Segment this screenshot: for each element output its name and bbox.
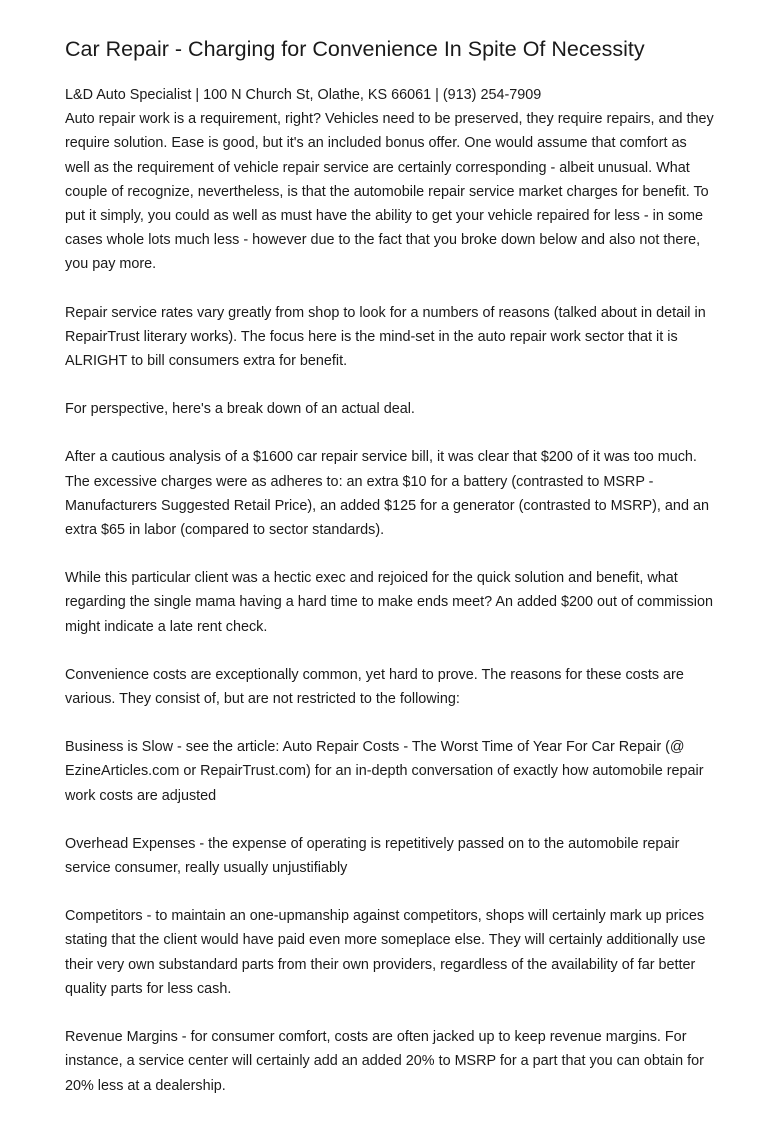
paragraph: For perspective, here's a break down of an actual deal. — [65, 401, 415, 418]
document-body — [65, 83, 715, 1098]
paragraph: Convenience costs are exceptionally common, yet hard to prove. The reasons for these costs are various. They consist of, but are not restricted to the following: — [65, 666, 684, 708]
paragraph-text: Auto repair work is a requirement, right? Vehicles need to be preserved, they require repairs, and they require solution. Ease is good, but it's an included bonus offer. One would assume that comfort as well as the requirement of vehicle repair service are certainly corresponding - albeit unusual. What couple of recognize, nevertheless, is that the automobile repair service market charges for benefit. To put it simply, you could as well as must have the ability to get your vehicle repaired for less - in some cases whole lots much less - however due to the fact that you broke down below and also not there, you pay more. — [65, 111, 714, 273]
paragraph: Repair service rates vary greatly from shop to look for a numbers of reasons (talked about in detail in RepairTrust literary works). The focus here is the mind-set in the auto repair work sector that it is ALRIGHT to bill consumers extra for benefit. — [65, 304, 706, 370]
paragraph: After a cautious analysis of a $1600 car repair service bill, it was clear that $200 of it was too much. The excessive charges were as adheres to: an extra $10 for a battery (contrasted to MSRP - Manufacturers Suggested Retail Price), an added $125 for a generator (contrasted to MSRP), and an extra $65 in labor (compared to sector standards). — [65, 449, 709, 539]
paragraph: Revenue Margins - for consumer comfort, costs are often jacked up to keep revenue margins. For instance, a service center will certainly add an added 20% to MSRP for a part that you can obtain for 20% less at a dealership. — [65, 1029, 704, 1094]
paragraph: Business is Slow - see the article: Auto Repair Costs - The Worst Time of Year For Car Repair (@ EzineArticles.com or RepairTrust.com) for an in-depth conversation of exactly how automobile repair work costs are adjusted — [65, 739, 704, 804]
document-page — [65, 34, 715, 1122]
paragraph-intro — [65, 83, 715, 277]
paragraph: Competitors - to maintain an one-upmanship against competitors, shops will certainly mark up prices stating that the client would have paid even more someplace else. They will certainly additionally use their very own substandard parts from their own providers, regardless of the availability of far better quality parts for less cash. — [65, 908, 706, 997]
contact-line: L&D Auto Specialist | 100 N Church St, Olathe, KS 66061 | (913) 254-7909 — [65, 87, 542, 103]
document-title: Car Repair - Charging for Convenience In Spite Of Necessity — [65, 37, 645, 61]
paragraph: While this particular client was a hectic exec and rejoiced for the quick solution and benefit, what regarding the single mama having a hard time to make ends meet? An added $200 out of commission might indicate a late rent check. — [65, 570, 713, 635]
paragraph: Overhead Expenses - the expense of operating is repetitively passed on to the automobile repair service consumer, really usually unjustifiably — [65, 835, 680, 877]
